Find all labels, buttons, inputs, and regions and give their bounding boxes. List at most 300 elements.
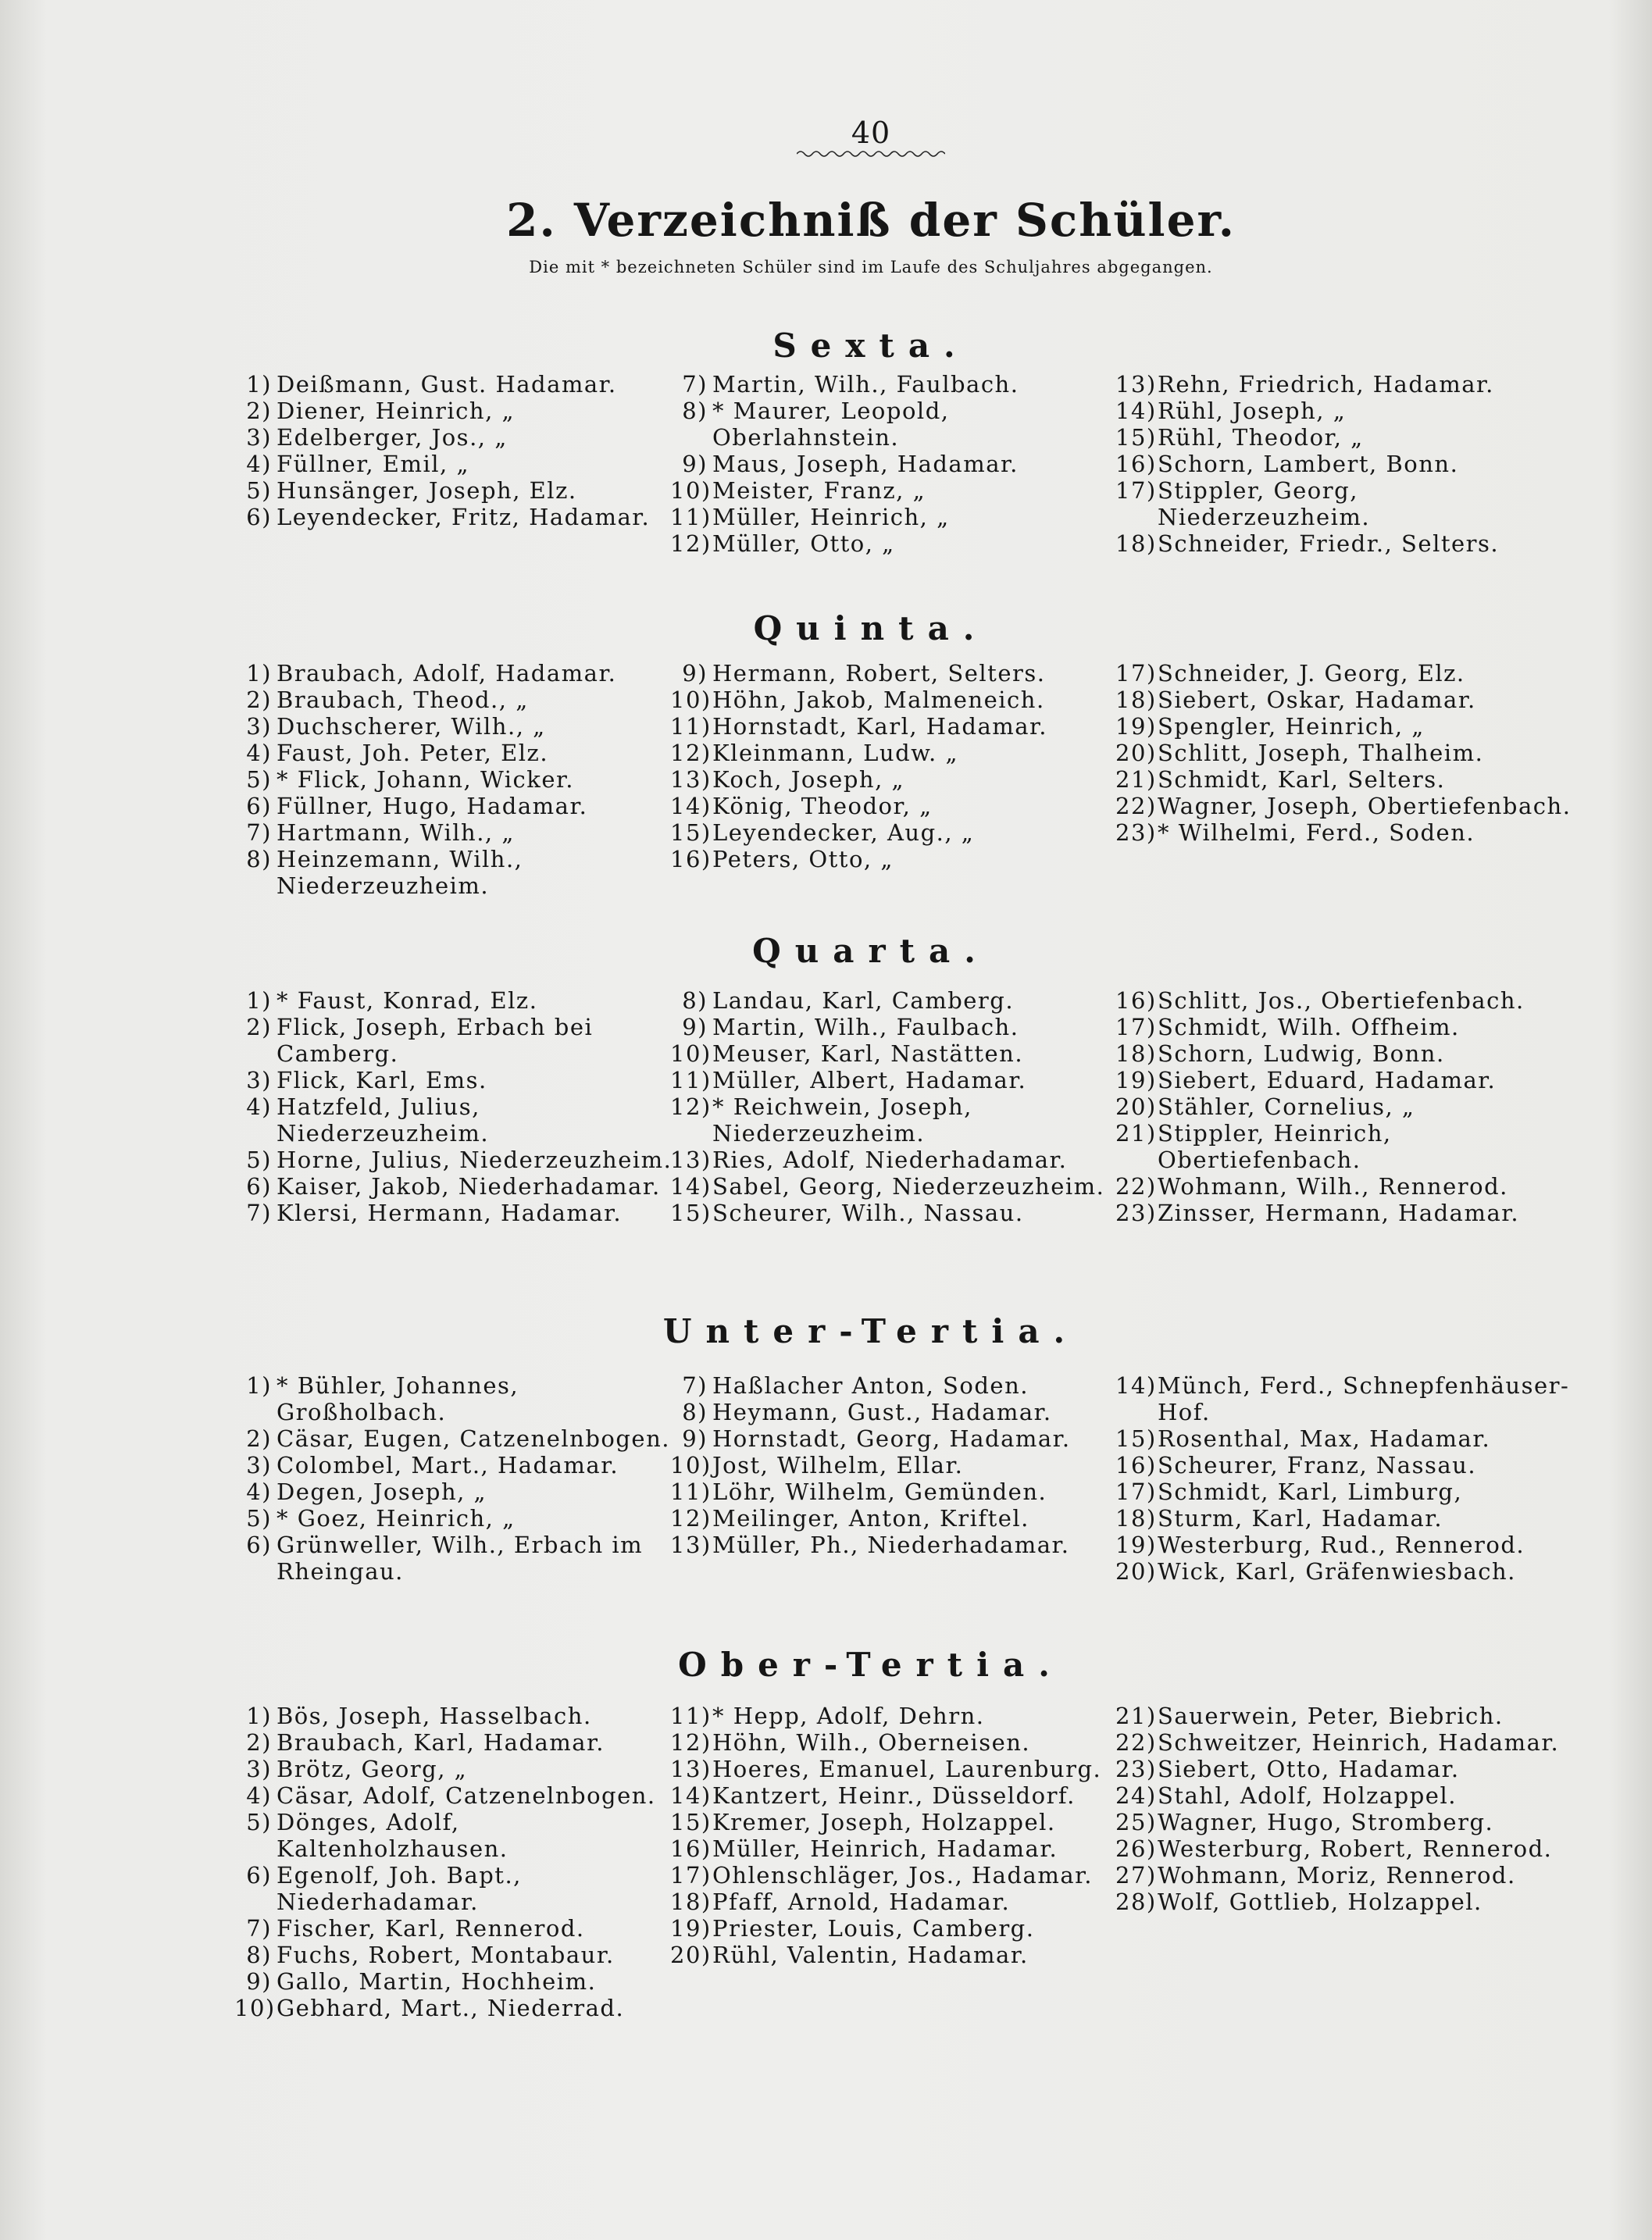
student-name: Hunsänger, Joseph, Elz. bbox=[277, 477, 577, 504]
student-entry bbox=[670, 987, 1131, 1014]
student-entry bbox=[234, 1968, 695, 1995]
entry-number: 12) bbox=[670, 1093, 712, 1120]
student-entry bbox=[670, 660, 1131, 687]
student-name: Hoeres, Emanuel, Laurenburg. bbox=[712, 1756, 1102, 1782]
student-entry bbox=[1115, 1093, 1576, 1120]
student-entry bbox=[670, 1889, 1131, 1915]
student-entry bbox=[670, 1040, 1131, 1067]
student-entry bbox=[670, 371, 1131, 398]
student-entry bbox=[234, 819, 695, 846]
section-title-sexta: Sexta. bbox=[772, 326, 969, 365]
student-entry bbox=[234, 1703, 695, 1729]
entry-number: 12) bbox=[670, 740, 712, 766]
ober-tertia-column-2 bbox=[670, 1703, 1131, 1968]
entry-number: 5) bbox=[246, 1505, 272, 1532]
student-entry bbox=[234, 740, 695, 766]
student-name: Müller, Otto, „ bbox=[712, 530, 895, 557]
entry-number: 4) bbox=[246, 1478, 272, 1505]
student-entry bbox=[234, 1756, 695, 1782]
student-name: Hermann, Robert, Selters. bbox=[712, 660, 1046, 687]
entry-number: 9) bbox=[246, 1968, 272, 1995]
student-name: Rühl, Theodor, „ bbox=[1158, 424, 1364, 451]
student-entry bbox=[234, 1173, 695, 1200]
student-entry bbox=[670, 1703, 1131, 1729]
student-name: Schmidt, Karl, Limburg, bbox=[1158, 1478, 1463, 1505]
entry-number: 14) bbox=[1115, 1372, 1157, 1399]
student-name: Stippler, Georg, Niederzeuzheim. bbox=[1158, 477, 1371, 530]
entry-number: 18) bbox=[1115, 530, 1157, 557]
student-name: Leyendecker, Fritz, Hadamar. bbox=[277, 504, 651, 530]
entry-number: 3) bbox=[246, 1756, 272, 1782]
student-name: Hornstadt, Georg, Hadamar. bbox=[712, 1425, 1071, 1452]
entry-number: 22) bbox=[1115, 1729, 1157, 1756]
entry-number: 1) bbox=[246, 660, 272, 687]
student-name: Dönges, Adolf, Kaltenholzhausen. bbox=[277, 1809, 508, 1862]
student-entry bbox=[234, 1915, 695, 1942]
entry-number: 16) bbox=[1115, 987, 1157, 1014]
section-title-ober-tertia: Ober-Tertia. bbox=[678, 1646, 1064, 1684]
student-name: Sturm, Karl, Hadamar. bbox=[1158, 1505, 1443, 1532]
entry-number: 9) bbox=[682, 660, 708, 687]
student-name: Münch, Ferd., Schnepfenhäuser-Hof. bbox=[1158, 1372, 1570, 1425]
entry-number: 20) bbox=[1115, 740, 1157, 766]
entry-number: 8) bbox=[682, 987, 708, 1014]
student-entry bbox=[670, 530, 1131, 557]
student-name: Egenolf, Joh. Bapt., Niederhadamar. bbox=[277, 1862, 522, 1915]
entry-number: 11) bbox=[670, 1067, 712, 1093]
student-name: Höhn, Wilh., Oberneisen. bbox=[712, 1729, 1031, 1756]
student-entry bbox=[1115, 713, 1576, 740]
quinta-column-2 bbox=[670, 660, 1131, 872]
student-entry bbox=[670, 1756, 1131, 1782]
student-name: Rosenthal, Max, Hadamar. bbox=[1158, 1425, 1491, 1452]
quarta-column-3 bbox=[1115, 987, 1576, 1226]
student-name: * Hepp, Adolf, Dehrn. bbox=[712, 1703, 985, 1729]
entry-number: 11) bbox=[670, 504, 712, 530]
entry-number: 5) bbox=[246, 1809, 272, 1835]
student-entry bbox=[670, 398, 1131, 451]
student-entry bbox=[234, 1809, 695, 1862]
student-entry bbox=[1115, 1835, 1576, 1862]
student-entry bbox=[670, 740, 1131, 766]
student-name: Meilinger, Anton, Kriftel. bbox=[712, 1505, 1029, 1532]
student-name: Schmidt, Wilh. Offheim. bbox=[1158, 1014, 1460, 1040]
entry-number: 12) bbox=[670, 1505, 712, 1532]
student-entry bbox=[1115, 530, 1576, 557]
entry-number: 8) bbox=[246, 846, 272, 872]
student-entry bbox=[1115, 1505, 1576, 1532]
entry-number: 6) bbox=[246, 1862, 272, 1889]
student-entry bbox=[1115, 1862, 1576, 1889]
student-entry bbox=[670, 1399, 1131, 1425]
student-entry bbox=[1115, 1200, 1576, 1226]
entry-number: 21) bbox=[1115, 1703, 1157, 1729]
student-entry bbox=[1115, 987, 1576, 1014]
student-name: Martin, Wilh., Faulbach. bbox=[712, 371, 1019, 398]
student-entry bbox=[234, 1729, 695, 1756]
student-name: Zinsser, Hermann, Hadamar. bbox=[1158, 1200, 1520, 1226]
student-entry bbox=[670, 504, 1131, 530]
student-entry bbox=[234, 1067, 695, 1093]
student-name: Sabel, Georg, Niederzeuzheim. bbox=[712, 1173, 1105, 1200]
student-name: Gebhard, Mart., Niederrad. bbox=[277, 1995, 625, 2021]
student-entry bbox=[670, 1532, 1131, 1558]
student-name: Kremer, Joseph, Holzappel. bbox=[712, 1809, 1056, 1835]
entry-number: 19) bbox=[1115, 713, 1157, 740]
student-entry bbox=[670, 1835, 1131, 1862]
student-entry bbox=[234, 1532, 695, 1585]
entry-number: 26) bbox=[1115, 1835, 1157, 1862]
entry-number: 13) bbox=[670, 766, 712, 793]
entry-number: 2) bbox=[246, 1729, 272, 1756]
student-entry bbox=[670, 687, 1131, 713]
entry-number: 2) bbox=[246, 1425, 272, 1452]
entry-number: 7) bbox=[246, 819, 272, 846]
student-entry bbox=[234, 1147, 695, 1173]
student-name: Westerburg, Rud., Rennerod. bbox=[1158, 1532, 1525, 1558]
student-name: Wagner, Hugo, Stromberg. bbox=[1158, 1809, 1494, 1835]
student-entry bbox=[234, 660, 695, 687]
student-entry bbox=[670, 1173, 1131, 1200]
entry-number: 10) bbox=[670, 1452, 712, 1478]
student-entry bbox=[234, 398, 695, 424]
entry-number: 7) bbox=[682, 1372, 708, 1399]
student-entry bbox=[234, 1093, 695, 1147]
student-entry bbox=[670, 1782, 1131, 1809]
student-name: Müller, Heinrich, „ bbox=[712, 504, 950, 530]
entry-number: 17) bbox=[1115, 660, 1157, 687]
student-entry bbox=[670, 1200, 1131, 1226]
student-name: Flick, Joseph, Erbach bei Camberg. bbox=[277, 1014, 594, 1067]
student-name: Schlitt, Joseph, Thalheim. bbox=[1158, 740, 1484, 766]
student-name: * Reichwein, Joseph, Niederzeuzheim. bbox=[712, 1093, 972, 1147]
student-entry bbox=[234, 451, 695, 477]
section-title-quinta: Quinta. bbox=[753, 609, 989, 647]
student-entry bbox=[1115, 660, 1576, 687]
student-entry bbox=[1115, 1782, 1576, 1809]
student-name: Gallo, Martin, Hochheim. bbox=[277, 1968, 597, 1995]
student-entry bbox=[234, 1478, 695, 1505]
entry-number: 2) bbox=[246, 687, 272, 713]
student-name: Cäsar, Eugen, Catzenelnbogen. bbox=[277, 1425, 670, 1452]
entry-number: 20) bbox=[1115, 1558, 1157, 1585]
student-name: Ries, Adolf, Niederhadamar. bbox=[712, 1147, 1068, 1173]
student-name: Löhr, Wilhelm, Gemünden. bbox=[712, 1478, 1047, 1505]
entry-number: 10) bbox=[670, 477, 712, 504]
student-name: Westerburg, Robert, Rennerod. bbox=[1158, 1835, 1553, 1862]
list-heading: 2. Verzeichniß der Schüler. bbox=[506, 194, 1236, 247]
entry-number: 15) bbox=[670, 1809, 712, 1835]
entry-number: 8) bbox=[246, 1942, 272, 1968]
entry-number: 15) bbox=[1115, 1425, 1157, 1452]
student-name: Wagner, Joseph, Obertiefenbach. bbox=[1158, 793, 1572, 819]
student-entry bbox=[234, 713, 695, 740]
student-entry bbox=[1115, 819, 1576, 846]
student-name: Sauerwein, Peter, Biebrich. bbox=[1158, 1703, 1504, 1729]
entry-number: 15) bbox=[670, 819, 712, 846]
student-entry bbox=[670, 1014, 1131, 1040]
student-name: Müller, Albert, Hadamar. bbox=[712, 1067, 1027, 1093]
student-name: Grünweller, Wilh., Erbach im Rheingau. bbox=[277, 1532, 644, 1585]
student-entry bbox=[1115, 1425, 1576, 1452]
student-name: Fuchs, Robert, Montabaur. bbox=[277, 1942, 615, 1968]
entry-number: 7) bbox=[246, 1915, 272, 1942]
entry-number: 7) bbox=[682, 371, 708, 398]
student-name: Stahl, Adolf, Holzappel. bbox=[1158, 1782, 1457, 1809]
student-entry bbox=[234, 504, 695, 530]
unter-tertia-column-1 bbox=[234, 1372, 695, 1585]
student-entry bbox=[670, 766, 1131, 793]
student-entry bbox=[234, 1942, 695, 1968]
student-entry bbox=[234, 1995, 695, 2021]
student-entry bbox=[1115, 398, 1576, 424]
student-name: Kleinmann, Ludw. „ bbox=[712, 740, 958, 766]
entry-number: 16) bbox=[1115, 1452, 1157, 1478]
student-name: Müller, Heinrich, Hadamar. bbox=[712, 1835, 1058, 1862]
student-name: König, Theodor, „ bbox=[712, 793, 933, 819]
student-entry bbox=[670, 1942, 1131, 1968]
sexta-column-2 bbox=[670, 371, 1131, 557]
student-name: Siebert, Eduard, Hadamar. bbox=[1158, 1067, 1497, 1093]
entry-number: 4) bbox=[246, 1093, 272, 1120]
student-entry bbox=[1115, 1040, 1576, 1067]
student-entry bbox=[670, 1067, 1131, 1093]
student-entry bbox=[1115, 766, 1576, 793]
entry-number: 17) bbox=[1115, 1478, 1157, 1505]
student-entry bbox=[234, 766, 695, 793]
student-name: Faust, Joh. Peter, Elz. bbox=[277, 740, 549, 766]
quinta-column-3 bbox=[1115, 660, 1576, 846]
student-entry bbox=[1115, 1889, 1576, 1915]
entry-number: 13) bbox=[670, 1756, 712, 1782]
entry-number: 14) bbox=[1115, 398, 1157, 424]
quinta-column-1 bbox=[234, 660, 695, 899]
student-name: Wohmann, Wilh., Rennerod. bbox=[1158, 1173, 1508, 1200]
student-name: Edelberger, Jos., „ bbox=[277, 424, 508, 451]
sexta-column-1 bbox=[234, 371, 695, 530]
student-name: Schneider, Friedr., Selters. bbox=[1158, 530, 1500, 557]
student-name: Siebert, Oskar, Hadamar. bbox=[1158, 687, 1476, 713]
section-title-unter-tertia: Unter-Tertia. bbox=[662, 1312, 1079, 1350]
entry-number: 20) bbox=[1115, 1093, 1157, 1120]
student-entry bbox=[670, 819, 1131, 846]
student-entry bbox=[1115, 1729, 1576, 1756]
student-entry bbox=[670, 1729, 1131, 1756]
student-entry bbox=[234, 1014, 695, 1067]
entry-number: 10) bbox=[670, 1040, 712, 1067]
entry-number: 1) bbox=[246, 1372, 272, 1399]
student-name: Schneider, J. Georg, Elz. bbox=[1158, 660, 1465, 687]
student-entry bbox=[234, 424, 695, 451]
entry-number: 2) bbox=[246, 1014, 272, 1040]
student-entry bbox=[234, 1425, 695, 1452]
student-name: Ohlenschläger, Jos., Hadamar. bbox=[712, 1862, 1094, 1889]
student-entry bbox=[670, 1862, 1131, 1889]
entry-number: 3) bbox=[246, 713, 272, 740]
student-entry bbox=[234, 1452, 695, 1478]
student-name: Hornstadt, Karl, Hadamar. bbox=[712, 713, 1047, 740]
student-entry bbox=[234, 687, 695, 713]
entry-number: 17) bbox=[1115, 1014, 1157, 1040]
section-title-quarta: Quarta. bbox=[752, 932, 990, 970]
student-name: Höhn, Jakob, Malmeneich. bbox=[712, 687, 1045, 713]
entry-number: 21) bbox=[1115, 1120, 1157, 1147]
entry-number: 9) bbox=[682, 451, 708, 477]
student-name: Klersi, Hermann, Hadamar. bbox=[277, 1200, 623, 1226]
entry-number: 23) bbox=[1115, 819, 1157, 846]
student-entry bbox=[670, 713, 1131, 740]
student-entry bbox=[1115, 371, 1576, 398]
entry-number: 1) bbox=[246, 371, 272, 398]
entry-number: 15) bbox=[1115, 424, 1157, 451]
entry-number: 6) bbox=[246, 504, 272, 530]
student-name: Braubach, Adolf, Hadamar. bbox=[277, 660, 617, 687]
student-name: Hartmann, Wilh., „ bbox=[277, 819, 515, 846]
entry-number: 11) bbox=[670, 713, 712, 740]
student-entry bbox=[234, 1862, 695, 1915]
entry-number: 18) bbox=[1115, 1040, 1157, 1067]
student-entry bbox=[1115, 477, 1576, 530]
entry-number: 13) bbox=[670, 1532, 712, 1558]
student-entry bbox=[670, 846, 1131, 872]
entry-number: 2) bbox=[246, 398, 272, 424]
student-name: Jost, Wilhelm, Ellar. bbox=[712, 1452, 964, 1478]
ober-tertia-column-3 bbox=[1115, 1703, 1576, 1915]
entry-number: 16) bbox=[670, 846, 712, 872]
student-entry bbox=[1115, 1120, 1576, 1173]
entry-number: 22) bbox=[1115, 793, 1157, 819]
student-entry bbox=[234, 371, 695, 398]
entry-number: 12) bbox=[670, 1729, 712, 1756]
entry-number: 18) bbox=[1115, 687, 1157, 713]
student-name: Braubach, Karl, Hadamar. bbox=[277, 1729, 605, 1756]
entry-number: 24) bbox=[1115, 1782, 1157, 1809]
entry-number: 20) bbox=[670, 1942, 712, 1968]
student-name: Meister, Franz, „ bbox=[712, 477, 926, 504]
student-name: Kantzert, Heinr., Düsseldorf. bbox=[712, 1782, 1076, 1809]
entry-number: 17) bbox=[670, 1862, 712, 1889]
student-entry bbox=[670, 451, 1131, 477]
entry-number: 3) bbox=[246, 1067, 272, 1093]
entry-number: 5) bbox=[246, 477, 272, 504]
entry-number: 14) bbox=[670, 793, 712, 819]
withdrawal-note: Die mit * bezeichneten Schüler sind im Laufe des Schuljahres abgegangen. bbox=[529, 258, 1213, 276]
entry-number: 21) bbox=[1115, 766, 1157, 793]
student-name: * Maurer, Leopold, Oberlahnstein. bbox=[712, 398, 950, 451]
student-entry bbox=[1115, 1532, 1576, 1558]
entry-number: 1) bbox=[246, 987, 272, 1014]
student-name: Flick, Karl, Ems. bbox=[277, 1067, 487, 1093]
student-entry bbox=[1115, 1756, 1576, 1782]
student-name: Stähler, Cornelius, „ bbox=[1158, 1093, 1415, 1120]
student-entry bbox=[670, 1452, 1131, 1478]
student-name: Schlitt, Jos., Obertiefenbach. bbox=[1158, 987, 1525, 1014]
entry-number: 4) bbox=[246, 1782, 272, 1809]
entry-number: 15) bbox=[670, 1200, 712, 1226]
entry-number: 14) bbox=[670, 1173, 712, 1200]
student-name: * Flick, Johann, Wicker. bbox=[277, 766, 574, 793]
student-entry bbox=[670, 1915, 1131, 1942]
student-name: Stippler, Heinrich, Obertiefenbach. bbox=[1158, 1120, 1392, 1173]
student-name: Cäsar, Adolf, Catzenelnbogen. bbox=[277, 1782, 656, 1809]
entry-number: 8) bbox=[682, 1399, 708, 1425]
student-name: Füllner, Hugo, Hadamar. bbox=[277, 793, 588, 819]
student-name: Rühl, Joseph, „ bbox=[1158, 398, 1347, 424]
student-name: Rühl, Valentin, Hadamar. bbox=[712, 1942, 1029, 1968]
student-name: Duchscherer, Wilh., „ bbox=[277, 713, 546, 740]
student-name: Koch, Joseph, „ bbox=[712, 766, 905, 793]
student-name: Heinzemann, Wilh., Niederzeuzheim. bbox=[277, 846, 523, 899]
student-entry bbox=[1115, 687, 1576, 713]
student-entry bbox=[1115, 1173, 1576, 1200]
student-name: Schweitzer, Heinrich, Hadamar. bbox=[1158, 1729, 1560, 1756]
student-entry bbox=[670, 1505, 1131, 1532]
student-entry bbox=[1115, 1014, 1576, 1040]
student-entry bbox=[234, 793, 695, 819]
unter-tertia-column-3 bbox=[1115, 1372, 1576, 1585]
student-entry bbox=[1115, 793, 1576, 819]
student-entry bbox=[234, 1505, 695, 1532]
student-entry bbox=[670, 1372, 1131, 1399]
entry-number: 17) bbox=[1115, 477, 1157, 504]
student-name: Horne, Julius, Niederzeuzheim. bbox=[277, 1147, 673, 1173]
student-name: Schorn, Lambert, Bonn. bbox=[1158, 451, 1459, 477]
entry-number: 8) bbox=[682, 398, 708, 424]
entry-number: 23) bbox=[1115, 1756, 1157, 1782]
student-name: Martin, Wilh., Faulbach. bbox=[712, 1014, 1019, 1040]
student-entry bbox=[1115, 424, 1576, 451]
unter-tertia-column-2 bbox=[670, 1372, 1131, 1558]
entry-number: 16) bbox=[670, 1835, 712, 1862]
entry-number: 10) bbox=[234, 1995, 276, 2021]
student-entry bbox=[1115, 1478, 1576, 1505]
student-name: Bös, Joseph, Hasselbach. bbox=[277, 1703, 592, 1729]
student-name: Diener, Heinrich, „ bbox=[277, 398, 516, 424]
entry-number: 11) bbox=[670, 1703, 712, 1729]
entry-number: 10) bbox=[670, 687, 712, 713]
entry-number: 23) bbox=[1115, 1200, 1157, 1226]
student-name: Wolf, Gottlieb, Holzappel. bbox=[1158, 1889, 1483, 1915]
student-entry bbox=[1115, 1372, 1576, 1425]
student-name: Deißmann, Gust. Hadamar. bbox=[277, 371, 617, 398]
entry-number: 18) bbox=[670, 1889, 712, 1915]
student-name: Meuser, Karl, Nastätten. bbox=[712, 1040, 1024, 1067]
entry-number: 9) bbox=[682, 1425, 708, 1452]
quarta-column-1 bbox=[234, 987, 695, 1226]
student-entry bbox=[670, 793, 1131, 819]
student-entry bbox=[1115, 1703, 1576, 1729]
student-name: * Wilhelmi, Ferd., Soden. bbox=[1158, 819, 1475, 846]
entry-number: 7) bbox=[246, 1200, 272, 1226]
student-name: Schorn, Ludwig, Bonn. bbox=[1158, 1040, 1445, 1067]
student-entry bbox=[1115, 740, 1576, 766]
entry-number: 6) bbox=[246, 1532, 272, 1558]
page-number: 40 bbox=[851, 116, 891, 150]
student-entry bbox=[1115, 1067, 1576, 1093]
student-name: Brötz, Georg, „ bbox=[277, 1756, 468, 1782]
student-entry bbox=[670, 1809, 1131, 1835]
entry-number: 5) bbox=[246, 1147, 272, 1173]
student-name: Leyendecker, Aug., „ bbox=[712, 819, 975, 846]
student-name: Landau, Karl, Camberg. bbox=[712, 987, 1015, 1014]
entry-number: 4) bbox=[246, 451, 272, 477]
student-entry bbox=[234, 1200, 695, 1226]
student-name: * Goez, Heinrich, „ bbox=[277, 1505, 516, 1532]
student-name: Heymann, Gust., Hadamar. bbox=[712, 1399, 1052, 1425]
entry-number: 14) bbox=[670, 1782, 712, 1809]
entry-number: 22) bbox=[1115, 1173, 1157, 1200]
student-entry bbox=[234, 987, 695, 1014]
